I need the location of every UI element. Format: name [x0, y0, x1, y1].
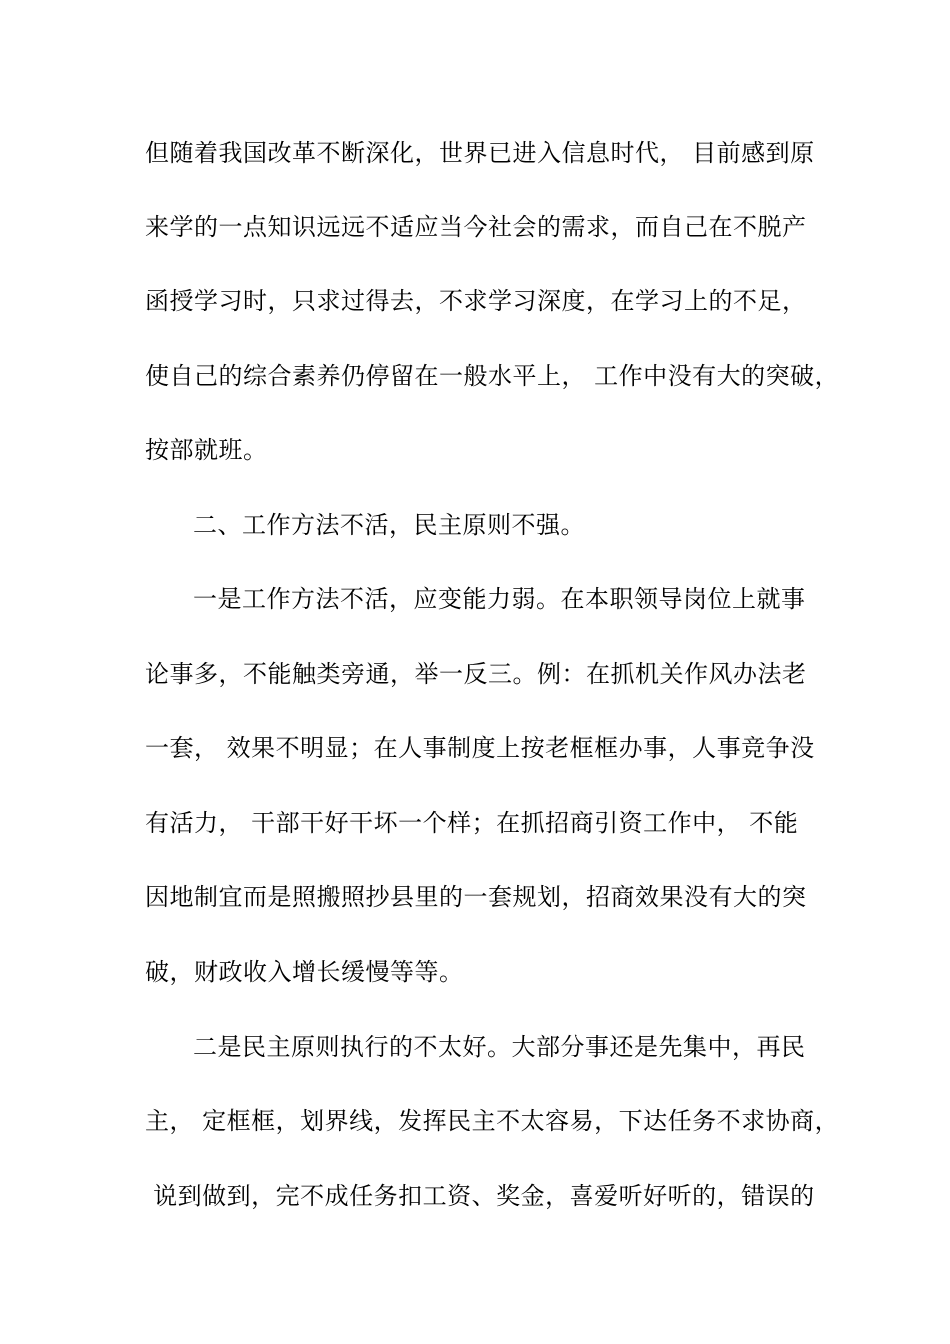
text-line-5: 按部就班。 — [145, 436, 268, 464]
text-line-12: 破，财政收入增长缓慢等等。 — [145, 958, 464, 986]
text-line-8: 论事多，不能触类旁通，举一反三。例：在抓机关作风办法老 — [145, 660, 807, 688]
text-line-3: 函授学习时，只求过得去，不求学习深度，在学习上的不足， — [145, 287, 807, 315]
text-line-1: 但随着我国改革不断深化，世界已进入信息时代， 目前感到原 — [145, 139, 815, 167]
text-line-7: 一是工作方法不活，应变能力弱。在本职领导岗位上就事 — [193, 585, 806, 613]
section-heading: 二、工作方法不活，民主原则不强。 — [193, 511, 585, 539]
text-line-4: 使自己的综合素养仍停留在一般水平上， 工作中没有大的突破， — [145, 362, 840, 390]
text-line-10: 有活力， 干部干好干坏一个样；在抓招商引资工作中， 不能 — [145, 809, 799, 837]
text-line-2: 来学的一点知识远远不适应当今社会的需求，而自己在不脱产 — [145, 213, 807, 241]
text-line-9: 一套， 效果不明显；在人事制度上按老框框办事，人事竞争没 — [145, 734, 815, 762]
text-line-13: 二是民主原则执行的不太好。大部分事还是先集中，再民 — [193, 1033, 806, 1061]
text-line-14: 主， 定框框，划界线，发挥民主不太容易，下达任务不求协商， — [145, 1107, 840, 1135]
text-line-15: 说到做到，完不成任务扣工资、奖金，喜爱听好听的，错误的 — [145, 1182, 815, 1210]
text-line-11: 因地制宜而是照搬照抄县里的一套规划，招商效果没有大的突 — [145, 883, 807, 911]
